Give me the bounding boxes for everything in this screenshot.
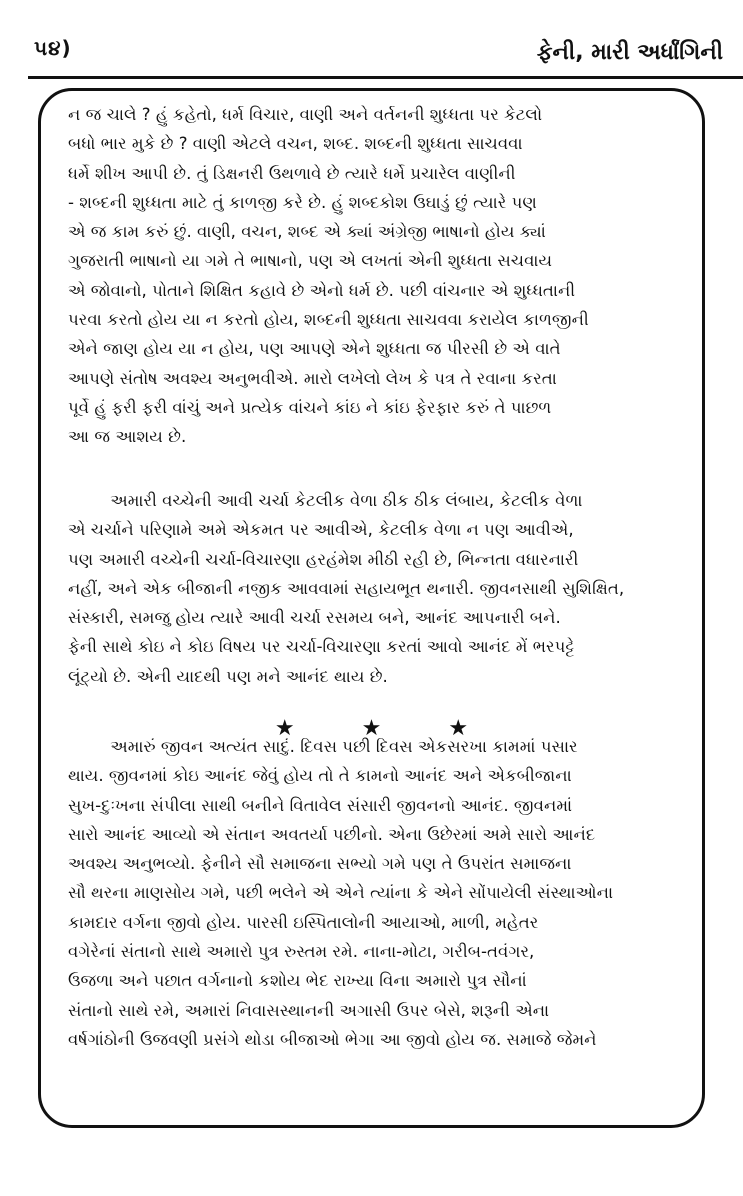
text-line: સારો આનંદ આવ્યો એ સંતાન અવતર્યા પછીનો. એના ઉછેરમાં અમે સારો આનંદ (68, 824, 596, 844)
text-line: પરવા કરતો હોય યા ન કરતો હોય, શબ્દની શુધ્ધતા સાચવવા કરાયેલ કાળજીની (68, 310, 589, 330)
text-line: પૂર્વે હું ફરી ફરી વાંચું અને પ્રત્યેક વાંચને કાંઇ ને કાંઇ ફેરફાર કરું તે પાછળ (68, 397, 552, 417)
text-line: લૂંટ્યો છે. એની યાદથી પણ મને આનંદ થાય છે. (68, 666, 388, 686)
paragraph-1 (68, 100, 688, 452)
text-line: વર્ષગાંઠોની ઉજવણી પ્રસંગે થોડા બીજાઓ ભેગા આ જીવો હોય જ. સમાજે જેમને (68, 1029, 597, 1049)
paragraph-3 (68, 732, 688, 1054)
text-line: આ જ આશય છે. (68, 427, 187, 447)
text-line: વગેરેનાં સંતાનો સાથે અમારો પુત્ર રુસ્તમ રમે. નાના-મોટા, ગરીબ-તવંગર, (68, 942, 535, 962)
text-line: અવશ્ય અનુભવ્યો. ફેનીને સૌ સમાજના સભ્યો ગમે પણ તે ઉપરાંત સમાજના (68, 854, 572, 874)
text-line: સંતાનો સાથે રમે, અમારાં નિવાસસ્થાનની અગાસી ઉપર બેસે, શરૂની એના (68, 1000, 550, 1020)
text-line: બધો ભાર મુકે છે ? વાણી એટલે વચન, શબ્દ. શબ્દની શુધ્ધતા સાચવવા (68, 134, 523, 154)
text-line: નહીં, અને એક બીજાની નજીક આવવામાં સહાયભૂત થનારી. જીવનસાથી સુશિક્ષિત, (68, 578, 625, 598)
page-header (0, 0, 743, 70)
text-line: એ જોવાનો, પોતાને શિક્ષિત કહાવે છે એનો ધર્મ છે. પછી વાંચનાર એ શુધ્ધતાની (68, 280, 576, 300)
paragraph-2 (68, 486, 688, 691)
page-number: ૫૪) (34, 36, 72, 60)
text-line: એ જ કામ કરું છું. વાણી, વચન, શબ્દ એ ક્યાં અંગ્રેજી ભાષાનો હોય ક્યાં (68, 222, 546, 242)
text-line: ફેની સાથે કોઇ ને કોઇ વિષય પર ચર્ચા-વિચારણા કરતાં આવો આનંદ મેં ભરપટ્ટે (68, 637, 575, 657)
text-line: એને જાણ હોય યા ન હોય, પણ આપણે એને શુધ્ધતા જ પીરસી છે એ વાતે (68, 339, 561, 359)
text-line: ગુજરાતી ભાષાનો યા ગમે તે ભાષાનો, પણ એ લખતાં એની શુધ્ધતા સચવાય (68, 251, 553, 271)
text-line: એ ચર્ચાને પરિણામે અમે એકમત પર આવીએ, કેટલીક વેળા ન પણ આવીએ, (68, 520, 574, 540)
header-rule (28, 76, 743, 79)
text-line: થાય. જીવનમાં કોઇ આનંદ જેવું હોય તો તે કામનો આનંદ અને એકબીજાના (68, 766, 572, 786)
text-line: સુખ-દુઃખના સંપીલા સાથી બનીને વિતાવેલ સંસારી જીવનનો આનંદ. જીવનમાં (68, 795, 573, 815)
text-line: સંસ્કારી, સમજુ હોય ત્યારે આવી ચર્ચા રસમય બને, આનંદ આપનારી બને. (68, 608, 561, 628)
text-line: અમારી વચ્ચેની આવી ચર્ચા કેટલીક વેળા ઠીક ઠીક લંબાય, કેટલીક વેળા (68, 491, 583, 510)
text-line: કામદાર વર્ગના જીવો હોય. પારસી ઇસ્પિતાલોની આયાઓ, માળી, મહેતર (68, 912, 539, 932)
text-line: ધર્મે શીખ આપી છે. તું ડિક્ષનરી ઉથળાવે છે ત્યારે ધર્મે પ્રચારેલ વાણીની (68, 163, 516, 183)
text-line: ઉજળા અને પછાત વર્ગનાનો કશોય ભેદ રાખ્યા વિના અમારો પુત્ર સૌનાં (68, 971, 527, 991)
text-line: અમારું જીવન અત્યંત સાદું. દિવસ પછી દિવસ એકસરખા કામમાં પસાર (68, 737, 578, 756)
text-line: ન જ ચાલે ? હું કહેતો, ધર્મ વિચાર, વાણી અને વર્તનની શુધ્ધતા પર કેટલો (68, 105, 543, 124)
star-separator: ★ ★ ★ (274, 716, 499, 741)
text-line: - શબ્દની શુધ્ધતા માટે તું કાળજી કરે છે. હું શબ્દકોશ ઉઘાડું છું ત્યારે પણ (68, 192, 537, 212)
running-title: ફેની, મારી અર્ધાંગિની (536, 40, 723, 65)
text-line: પણ અમારી વચ્ચેની ચર્ચા-વિચારણા હરહંમેશ મીઠી રહી છે, ભિન્નતા વધારનારી (68, 549, 579, 569)
text-line: સૌ થરના માણસોય ગમે, પછી ભલેને એ એને ત્યાંના કે એને સોંપાયેલી સંસ્થાઓના (68, 883, 614, 903)
text-line: આપણે સંતોષ અવશ્ય અનુભવીએ. મારો લખેલો લેખ કે પત્ર તે રવાના કરતા (68, 368, 557, 388)
